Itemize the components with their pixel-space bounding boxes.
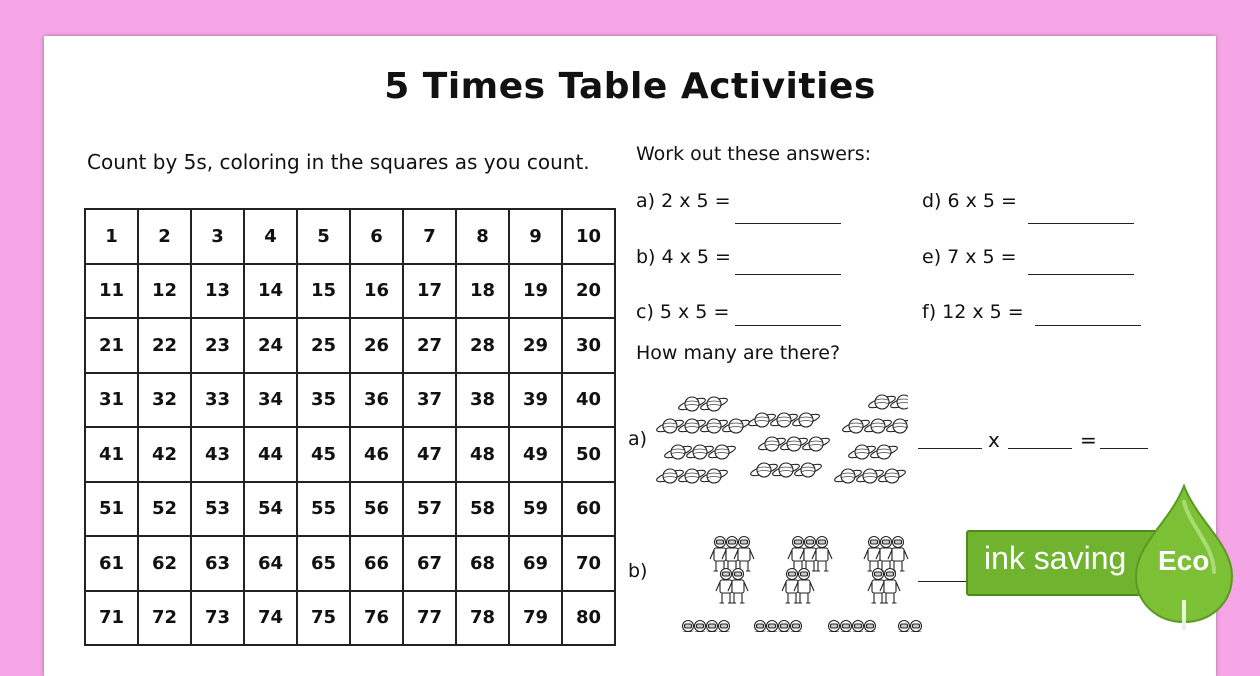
grid-cell[interactable]: 21 (85, 318, 138, 373)
grid-cell[interactable]: 25 (297, 318, 350, 373)
grid-cell[interactable]: 45 (297, 427, 350, 482)
grid-cell[interactable]: 15 (297, 264, 350, 319)
grid-cell[interactable]: 20 (562, 264, 615, 319)
grid-cell[interactable]: 17 (403, 264, 456, 319)
hundred-grid (84, 208, 616, 646)
grid-cell[interactable]: 12 (138, 264, 191, 319)
grid-cell[interactable]: 68 (456, 536, 509, 591)
grid-cell[interactable]: 8 (456, 209, 509, 264)
grid-cell[interactable]: 53 (191, 482, 244, 537)
answer-line-d[interactable] (1028, 223, 1134, 224)
grid-cell[interactable]: 71 (85, 591, 138, 646)
grid-row (85, 373, 615, 428)
grid-cell[interactable]: 10 (562, 209, 615, 264)
grid-cell[interactable]: 42 (138, 427, 191, 482)
grid-cell[interactable]: 29 (509, 318, 562, 373)
grid-cell[interactable]: 6 (350, 209, 403, 264)
grid-cell[interactable]: 48 (456, 427, 509, 482)
grid-cell[interactable]: 36 (350, 373, 403, 428)
grid-cell[interactable]: 64 (244, 536, 297, 591)
astronaut-groups-image (634, 502, 924, 632)
grid-cell[interactable]: 70 (562, 536, 615, 591)
grid-cell[interactable]: 13 (191, 264, 244, 319)
grid-cell[interactable]: 16 (350, 264, 403, 319)
grid-cell[interactable]: 74 (244, 591, 297, 646)
answer-line-f[interactable] (1035, 325, 1141, 326)
grid-cell[interactable]: 19 (509, 264, 562, 319)
grid-cell[interactable]: 27 (403, 318, 456, 373)
picture-a-blank-3[interactable] (1100, 448, 1148, 449)
grid-cell[interactable]: 34 (244, 373, 297, 428)
grid-cell[interactable]: 54 (244, 482, 297, 537)
grid-cell[interactable]: 50 (562, 427, 615, 482)
grid-cell[interactable]: 28 (456, 318, 509, 373)
grid-cell[interactable]: 77 (403, 591, 456, 646)
grid-cell[interactable]: 79 (509, 591, 562, 646)
grid-cell[interactable]: 73 (191, 591, 244, 646)
question-f: f) 12 x 5 = (922, 301, 1024, 323)
grid-cell[interactable]: 32 (138, 373, 191, 428)
grid-cell[interactable]: 26 (350, 318, 403, 373)
grid-cell[interactable]: 69 (509, 536, 562, 591)
grid-cell[interactable]: 63 (191, 536, 244, 591)
grid-cell[interactable]: 33 (191, 373, 244, 428)
grid-cell[interactable]: 2 (138, 209, 191, 264)
planet-groups-image (648, 390, 908, 492)
grid-cell[interactable]: 65 (297, 536, 350, 591)
grid-cell[interactable]: 37 (403, 373, 456, 428)
grid-cell[interactable]: 44 (244, 427, 297, 482)
grid-cell[interactable]: 38 (456, 373, 509, 428)
picture-a-blank-2[interactable] (1008, 448, 1072, 449)
grid-cell[interactable]: 57 (403, 482, 456, 537)
grid-cell[interactable]: 18 (456, 264, 509, 319)
question-a: a) 2 x 5 = (636, 190, 731, 212)
grid-cell[interactable]: 59 (509, 482, 562, 537)
grid-cell[interactable]: 75 (297, 591, 350, 646)
grid-cell[interactable]: 72 (138, 591, 191, 646)
grid-row (85, 482, 615, 537)
answer-line-e[interactable] (1028, 274, 1134, 275)
ink-saving-text: ink saving (984, 540, 1127, 576)
grid-cell[interactable]: 22 (138, 318, 191, 373)
grid-cell[interactable]: 31 (85, 373, 138, 428)
grid-cell[interactable]: 3 (191, 209, 244, 264)
grid-cell[interactable]: 78 (456, 591, 509, 646)
grid-cell[interactable]: 7 (403, 209, 456, 264)
grid-cell[interactable]: 47 (403, 427, 456, 482)
grid-cell[interactable]: 43 (191, 427, 244, 482)
answer-line-c[interactable] (735, 325, 841, 326)
picture-question-a-label: a) (628, 428, 648, 450)
grid-cell[interactable]: 9 (509, 209, 562, 264)
grid-row (85, 536, 615, 591)
grid-cell[interactable]: 55 (297, 482, 350, 537)
grid-cell[interactable]: 66 (350, 536, 403, 591)
grid-cell[interactable]: 80 (562, 591, 615, 646)
grid-cell[interactable]: 1 (85, 209, 138, 264)
grid-cell[interactable]: 51 (85, 482, 138, 537)
answer-line-a[interactable] (735, 223, 841, 224)
grid-cell[interactable]: 23 (191, 318, 244, 373)
question-d: d) 6 x 5 = (922, 190, 1017, 212)
question-e: e) 7 x 5 = (922, 246, 1017, 268)
picture-question-b-label: b) (628, 560, 648, 582)
count-instruction: Count by 5s, coloring in the squares as you count. (87, 150, 590, 174)
answer-line-b[interactable] (735, 274, 841, 275)
grid-cell[interactable]: 46 (350, 427, 403, 482)
grid-cell[interactable]: 49 (509, 427, 562, 482)
picture-a-times: x (988, 428, 1000, 452)
grid-cell[interactable]: 58 (456, 482, 509, 537)
grid-cell[interactable]: 52 (138, 482, 191, 537)
grid-cell[interactable]: 76 (350, 591, 403, 646)
page-title: 5 Times Table Activities (384, 66, 876, 107)
work-out-heading: Work out these answers: (636, 143, 872, 165)
grid-cell[interactable]: 39 (509, 373, 562, 428)
question-b: b) 4 x 5 = (636, 246, 731, 268)
eco-label: Eco (1158, 545, 1210, 576)
grid-cell[interactable]: 41 (85, 427, 138, 482)
grid-cell[interactable]: 5 (297, 209, 350, 264)
how-many-heading: How many are there? (636, 342, 841, 364)
grid-cell[interactable]: 60 (562, 482, 615, 537)
grid-cell[interactable]: 62 (138, 536, 191, 591)
grid-cell[interactable]: 24 (244, 318, 297, 373)
grid-cell[interactable]: 4 (244, 209, 297, 264)
picture-a-blank-1[interactable] (918, 448, 982, 449)
grid-row (85, 427, 615, 482)
question-c: c) 5 x 5 = (636, 301, 730, 323)
grid-row (85, 591, 615, 646)
grid-cell[interactable]: 14 (244, 264, 297, 319)
grid-cell[interactable]: 56 (350, 482, 403, 537)
grid-cell[interactable]: 67 (403, 536, 456, 591)
grid-cell[interactable]: 35 (297, 373, 350, 428)
grid-row (85, 264, 615, 319)
grid-row (85, 209, 615, 264)
grid-cell[interactable]: 11 (85, 264, 138, 319)
grid-cell[interactable]: 40 (562, 373, 615, 428)
picture-a-equals: = (1080, 428, 1097, 452)
grid-cell[interactable]: 30 (562, 318, 615, 373)
grid-row (85, 318, 615, 373)
grid-cell[interactable]: 61 (85, 536, 138, 591)
